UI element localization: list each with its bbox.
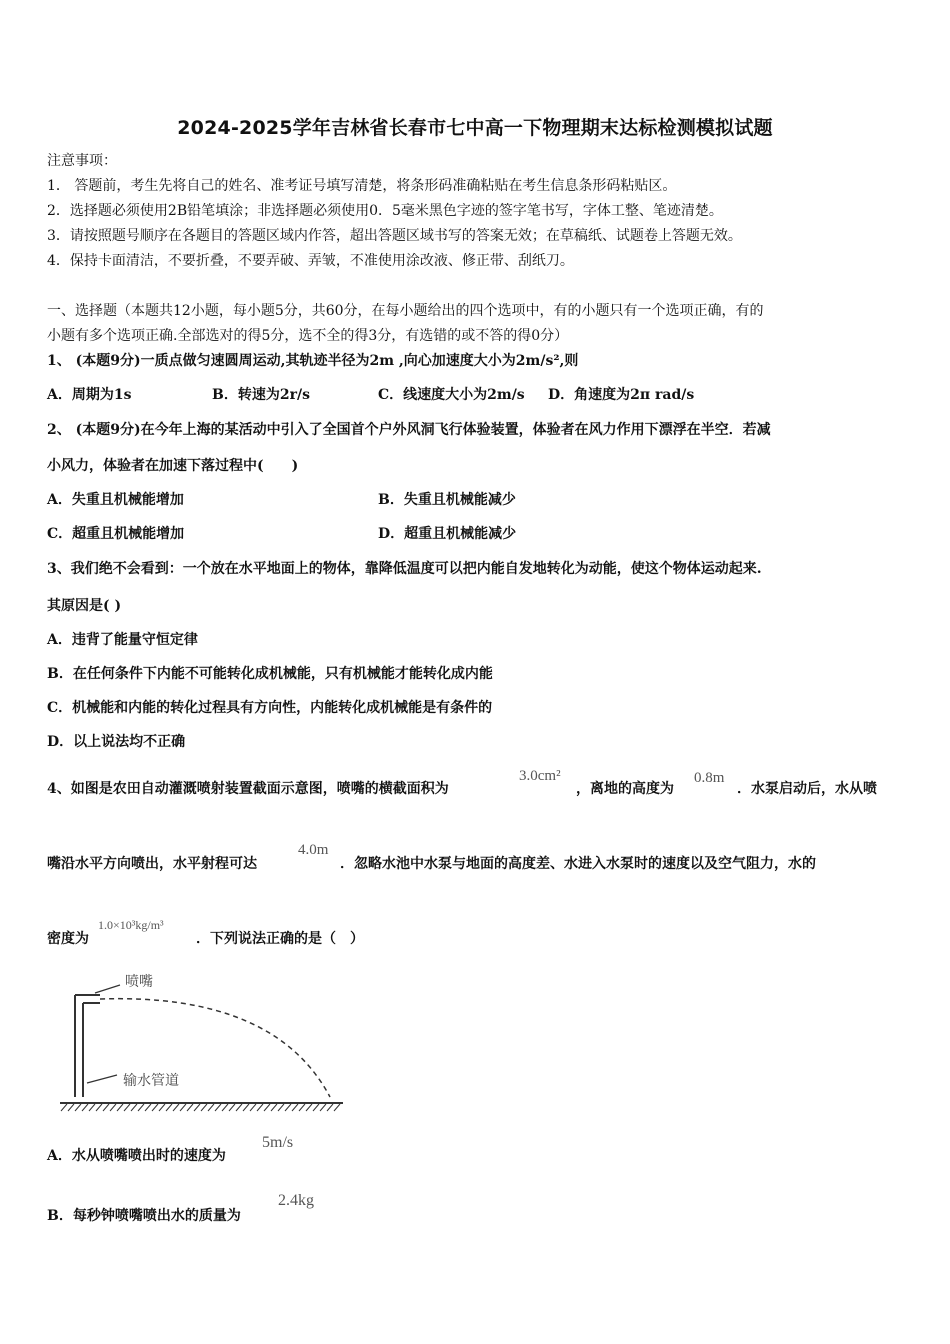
question-3-option-b: B．在任何条件下内能不可能转化成机械能，只有机械能才能转化成内能	[47, 666, 493, 682]
pipe-label: 输水管道	[123, 1073, 179, 1089]
question-3-stem-line1: 3、我们绝不会看到：一个放在水平地面上的物体，靠降低温度可以把内能自发地转化为动能，使这个物体运动起来.	[47, 561, 762, 577]
nozzle-label: 喷嘴	[125, 974, 153, 990]
question-4-text: 4、如图是农田自动灌溉喷射装置截面示意图，喷嘴的横截面积为	[47, 781, 449, 797]
question-3-stem-line2: 其原因是( )	[47, 598, 122, 614]
section-instructions-line1: 一、选择题（本题共12小题，每小题5分，共60分，在每小题给出的四个选项中，有的小题只有一个选项正确，有的	[47, 303, 764, 319]
notice-item: 2．选择题必须使用2B铅笔填涂；非选择题必须使用0．5毫米黑色字迹的签字笔书写，字体工整、笔迹清楚。	[47, 203, 723, 219]
question-2-option-b: B．失重且机械能减少	[378, 492, 516, 508]
question-3-option-d: D．以上说法均不正确	[47, 734, 186, 750]
notice-item: 1． 答题前，考生先将自己的姓名、准考证号填写清楚，将条形码准确粘贴在考生信息条形码粘贴区。	[47, 178, 677, 194]
question-4-height-value: 0.8m	[694, 770, 725, 786]
question-4-density-value: 1.0×10³kg/m³	[98, 918, 164, 932]
ground-hatching	[61, 1104, 340, 1111]
question-1-option-c: C．线速度大小为2m/s	[378, 387, 525, 403]
notice-heading: 注意事项：	[47, 153, 117, 169]
question-1-stem: 1、 (本题9分)一质点做匀速圆周运动,其轨迹半径为2m ,向心加速度大小为2m/s²,则	[47, 353, 579, 369]
question-2-stem-line2: 小风力，体验者在加速下落过程中( )	[47, 458, 299, 474]
question-4-text: 嘴沿水平方向喷出，水平射程可达	[47, 856, 257, 872]
question-1-option-a: A．周期为1s	[47, 387, 132, 403]
question-4-area-value: 3.0cm²	[519, 768, 561, 784]
question-2-option-c: C．超重且机械能增加	[47, 526, 185, 542]
question-4-text: ．下列说法正确的是（ ）	[196, 931, 364, 947]
question-4-range-value: 4.0m	[298, 842, 329, 858]
question-4-text: ，离地的高度为	[576, 781, 674, 797]
question-4-option-a-value: 5m/s	[262, 1134, 294, 1151]
question-4-option-b: B．每秒钟喷嘴喷出水的质量为	[47, 1208, 241, 1224]
question-4-text: ．水泵启动后，水从喷	[737, 781, 877, 797]
question-3-option-c: C．机械能和内能的转化过程具有方向性，内能转化成机械能是有条件的	[47, 700, 493, 716]
question-4-text: 密度为	[47, 931, 89, 947]
nozzle-leader-line	[95, 985, 120, 993]
question-3-option-a: A．违背了能量守恒定律	[47, 632, 198, 648]
notice-item: 4．保持卡面清洁，不要折叠，不要弄破、弄皱，不准使用涂改液、修正带、刮纸刀。	[47, 253, 574, 269]
question-4-option-b-value: 2.4kg	[278, 1192, 314, 1209]
notice-item: 3．请按照题号顺序在各题目的答题区域内作答，超出答题区域书写的答案无效；在草稿纸、试题卷上答题无效。	[47, 228, 742, 244]
question-2-option-a: A．失重且机械能增加	[47, 492, 184, 508]
pipe-leader-line	[87, 1075, 117, 1083]
question-2-option-d: D．超重且机械能减少	[378, 526, 517, 542]
question-2-stem-line1: 2、 (本题9分)在今年上海的某活动中引入了全国首个户外风洞飞行体验装置，体验者在风力作用下漂浮在半空．若减	[47, 422, 771, 438]
question-1-option-b: B．转速为2r/s	[212, 387, 310, 403]
question-4-option-a: A．水从喷嘴喷出时的速度为	[47, 1148, 226, 1164]
page-title: 2024-2025学年吉林省长春市七中高一下物理期末达标检测模拟试题	[177, 117, 773, 139]
question-4-text: ．忽略水池中水泵与地面的高度差、水进入水泵时的速度以及空气阻力，水的	[340, 856, 816, 872]
section-instructions-line2: 小题有多个选项正确.全部选对的得5分，选不全的得3分，有选错的或不答的得0分）	[47, 328, 569, 344]
sprinkler-diagram	[55, 965, 350, 1115]
question-1-option-d: D．角速度为2π rad/s	[548, 387, 695, 403]
